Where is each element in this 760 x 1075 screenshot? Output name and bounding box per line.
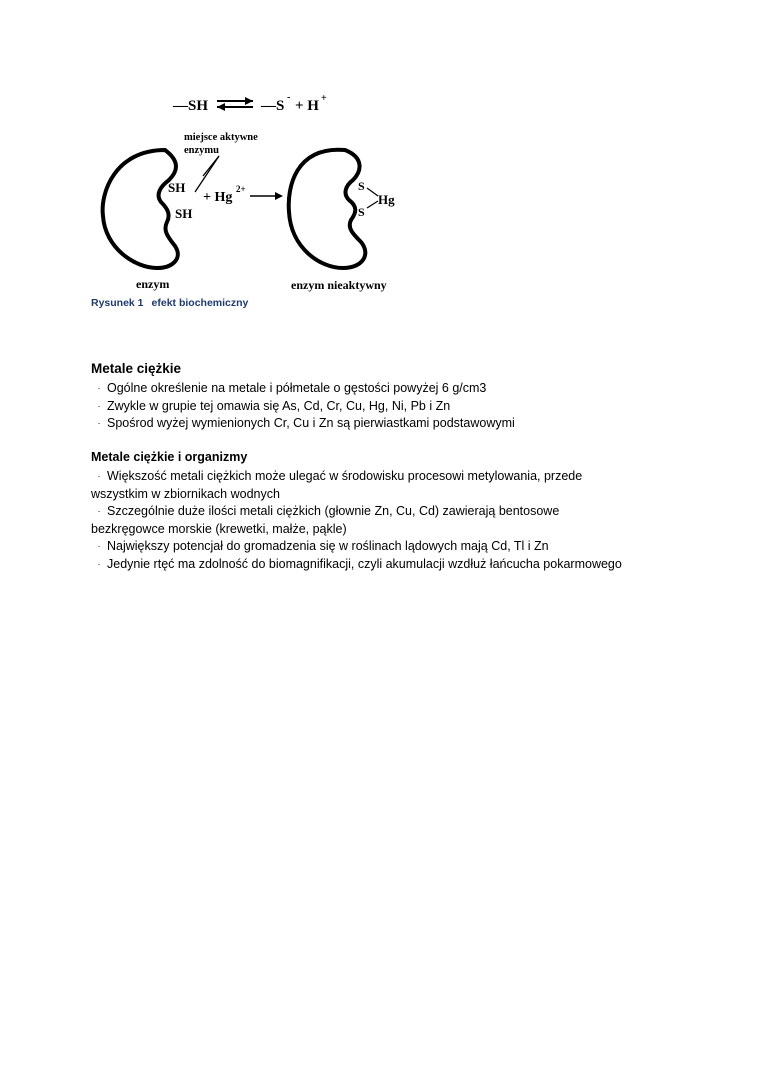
inactive-enzyme-shape bbox=[289, 150, 366, 268]
top-reaction-right: —S bbox=[261, 98, 285, 114]
active-site-label: miejsce aktywne bbox=[184, 132, 258, 143]
figure-caption bbox=[91, 297, 248, 309]
bullet-icon: · bbox=[97, 383, 101, 393]
section-title: Metale ciężkie bbox=[91, 361, 182, 376]
list-item: · Ogólne określenie na metale i półmetale o gęstości powyżej 6 g/cm3 bbox=[91, 380, 631, 398]
mercury-bound: Hg bbox=[378, 192, 395, 207]
figure-drawing bbox=[95, 88, 415, 300]
proton-charge: + bbox=[321, 93, 327, 104]
list-item: · Spośrod wyżej wymienionych Cr, Cu i Zn są pierwiastkami podstawowymi bbox=[91, 415, 631, 433]
list-item: · Jedynie rtęć ma zdolność do biomagnifikacji, czyli akumulacji wzdłuż łańcucha pokarmowego bbox=[91, 556, 631, 574]
section-title: Metale ciężkie i organizmy bbox=[91, 450, 248, 464]
inactive-enzyme-label: enzym nieaktywny bbox=[291, 278, 387, 292]
enzyme-label: enzym bbox=[136, 277, 170, 291]
pointer-line-2 bbox=[203, 156, 219, 176]
mercury-ion: + Hg bbox=[203, 190, 233, 205]
reaction-arrow-icon bbox=[250, 192, 283, 200]
sh-group-bottom: SH bbox=[175, 206, 193, 221]
enzyme-inhibition-figure bbox=[95, 88, 415, 300]
equilibrium-arrow-icon bbox=[217, 97, 253, 111]
bullet-list bbox=[91, 468, 631, 573]
active-site-label-2: enzymu bbox=[184, 145, 219, 156]
top-reaction-left: —SH bbox=[173, 98, 209, 114]
proton-term: + H bbox=[295, 98, 319, 114]
bullet-icon: · bbox=[97, 400, 101, 411]
caption-number: Rysunek 1 bbox=[91, 297, 144, 309]
enzyme-shape bbox=[103, 150, 178, 268]
bullet-icon: · bbox=[97, 471, 101, 481]
section-heavy-metals bbox=[91, 361, 631, 433]
sulfur-top: S bbox=[358, 179, 365, 193]
bullet-list bbox=[91, 380, 631, 433]
caption-text: efekt biochemiczny bbox=[151, 297, 249, 309]
list-item: · Największy potencjał do gromadzenia się w roślinach lądowych mają Cd, Tl i Zn bbox=[91, 538, 631, 556]
sulfur-bottom: S bbox=[358, 205, 365, 219]
bullet-icon: · bbox=[97, 541, 101, 551]
list-item: · Zwykle w grupie tej omawia się As, Cd, Cr, Cu, Hg, Ni, Pb i Zn bbox=[91, 398, 631, 416]
sh-group-top: SH bbox=[168, 180, 186, 195]
section-heavy-metals-organisms bbox=[91, 450, 631, 573]
list-item: · Szczególnie duże ilości metali ciężkich (głownie Zn, Cu, Cd) zawierają bentosowe bezkręgowce morskie (krewetki, małże, pąkle) bbox=[91, 504, 560, 536]
sulfide-charge: - bbox=[287, 92, 291, 103]
mercury-charge: 2+ bbox=[236, 184, 246, 194]
bullet-icon: · bbox=[97, 418, 101, 428]
bullet-icon: · bbox=[97, 506, 101, 516]
list-item: · Większość metali ciężkich może ulegać w środowisku procesowi metylowania, przede wszystkim w zbiornikach wodnych bbox=[91, 469, 583, 501]
bullet-icon: · bbox=[97, 558, 101, 569]
